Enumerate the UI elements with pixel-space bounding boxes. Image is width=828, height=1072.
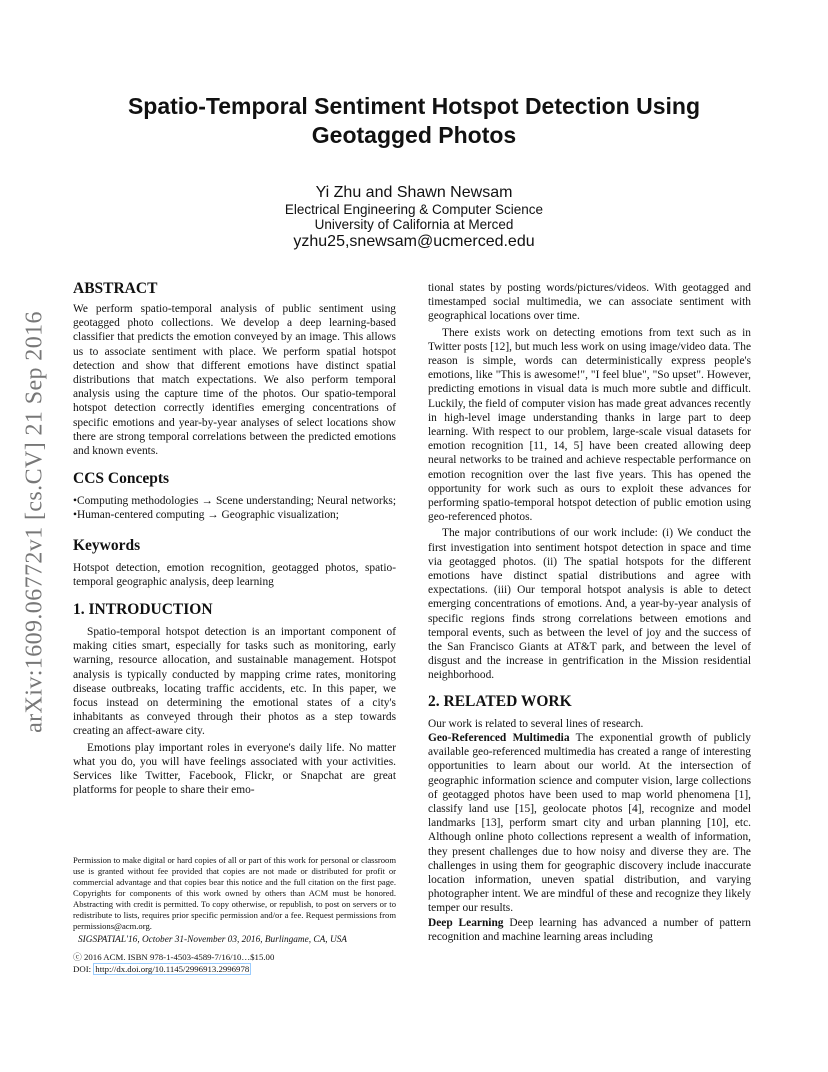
- doi-line: [73, 964, 251, 974]
- geo-multimedia-runhead: Geo-Referenced Multimedia: [428, 731, 570, 744]
- conference-venue: SIGSPATIAL'16, October 31-November 03, 2016, Burlingame, CA, USA: [78, 935, 347, 945]
- author-block: [72, 183, 756, 251]
- permission-footnote: Permission to make digital or hard copies of all or part of this work for personal or classroom use is granted without fee provided that copies are not made or distributed for profit or commercial advantage and that copies bear this notice and the full citation on the first page. Copyrights for components of this work owned by others than ACM must be honored. Abstracting with credit is permitted. To copy otherwise, or republish, to post on servers or to redistribute to lists, requires prior specific permission and/or a fee. Request permissions from permissions@acm.org.: [73, 855, 396, 931]
- deep-learning-text: Deep learning has advanced a number of pattern recognition and machine learning areas including: [428, 916, 751, 943]
- geo-multimedia-text: The exponential growth of publicly available geo-referenced multimedia has created a range of interesting opportunities to learn about our world. At the intersection of geographic information science and computer vision, large collections of geotagged photos have been used to map world phenomena [1], classify land use [15], geolocate photos [4], recognize and model landmarks [13], perform smart city and urban planning [10], etc. Although online photo collections represent a wealth of information, they present challenges due to how noisy and diverse they are. The challenges in using them for geographic discovery include inaccurate location information, uneven spatial distribution, and varying photographer intent. We are mindful of these and recognize they likely temper our results.: [428, 731, 751, 915]
- author-names: Yi Zhu and Shawn Newsam: [315, 184, 513, 201]
- intro-paragraph-2: Emotions play important roles in everyone's daily life. No matter what you do, you will have feelings associated with your activities. Services like Twitter, Facebook, Flickr, or Snapchat are great platforms for people to share their emo-: [73, 741, 396, 797]
- arxiv-sidebar: [18, 282, 52, 762]
- related-paragraph-1: Our work is related to several lines of research.: [428, 717, 644, 730]
- intro-heading: 1. INTRODUCTION: [73, 601, 213, 619]
- geo-multimedia-paragraph: [428, 731, 751, 916]
- right-column: [428, 281, 751, 944]
- ccs-text: •Computing methodologies → Scene understanding; Neural networks; •Human-centered computing → Geographic visualization;: [73, 495, 396, 522]
- doi-label: DOI:: [73, 964, 92, 974]
- doi-link[interactable]: http://dx.doi.org/10.1145/2996913.2996978: [95, 964, 250, 974]
- affiliation-dept: Electrical Engineering & Computer Science: [284, 202, 544, 217]
- left-column: [73, 280, 396, 797]
- abstract-text: We perform spatio-temporal analysis of public sentiment using geotagged photo collections. We develop a deep learning-based classifier that predicts the emotion conveyed by an image. This allows us to associate sentiment with place. We perform spatial hotspot detection and show that different emotions have distinct spatial distributions that match expectations. We also perform temporal analysis using the capture time of the photos. Our spatio-temporal hotspot detection correctly identifies emerging concentrations of specific emotions and year-by-year analyses of select locations show there are strong temporal correlations between the predicted emotions and known events.: [73, 303, 396, 458]
- copyright-line: ⓒ 2016 ACM. ISBN 978-1-4503-4589-7/16/10…$15.00: [73, 952, 275, 962]
- paper-title: Spatio-Temporal Sentiment Hotspot Detection Using Geotagged Photos: [127, 93, 701, 148]
- deep-learning-runhead: Deep Learning: [428, 916, 504, 929]
- author-email: yzhu25,snewsam@ucmerced.edu: [293, 233, 535, 250]
- ccs-heading: CCS Concepts: [73, 470, 170, 488]
- deep-learning-paragraph: [428, 916, 751, 944]
- keywords-text: Hotspot detection, emotion recognition, geotagged photos, spatio-temporal geographic analysis, deep learning: [73, 561, 396, 588]
- intro-paragraph-4: The major contributions of our work include: (i) We conduct the first investigation into sentiment hotspot detection in space and time via geotagged photos. (ii) The spatial hotspots for the different emotions have distinct spatial distributions and agree with expectations. (iii) Our temporal hotspot analysis is able to detect emerging concentrations of emotions. And, a year-by-year analysis of specific regions finds strong correlations between emotions and temporal events, such as between the level of joy and the success of the San Francisco Giants at AT&T park, and between the level of disgust and the increase in gentrification in the Mission residential neighborhood.: [428, 527, 751, 682]
- arxiv-id: arXiv:1609.06772v1 [cs.CV] 21 Sep 2016: [21, 311, 48, 733]
- intro-paragraph-continued: tional states by posting words/pictures/videos. With geotagged and timestamped social multimedia, we can associate sentiment with geographical locations over time.: [428, 282, 751, 323]
- affiliation-university: University of California at Merced: [314, 217, 514, 232]
- keywords-heading: Keywords: [73, 536, 141, 554]
- related-work-heading: 2. RELATED WORK: [428, 692, 572, 710]
- intro-paragraph-3: There exists work on detecting emotions from text such as in Twitter posts [12], but much less work on using image/video data. The reason is simple, words can deterministically express people's emotions, like "This is awesome!", "I feel blue", "So upset". However, predicting emotions in visual data is much more subtle and difficult. Luckily, the field of computer vision has made great advances recently in high-level image understanding thanks in large part to deep learning. With respect to our problem, large-scale visual datasets for emotion recognition [11, 14, 5] have been created allowing deep neural networks to be trained and achieve respectable performance on emotion recognition over the last five years. This has opened the opportunity for work such as ours to exploit these advances for performing spatio-temporal hotspot detection of public emotion using geo-referenced photos.: [428, 326, 751, 524]
- intro-paragraph-1: Spatio-temporal hotspot detection is an important component of making cities smart, especially for tasks such as monitoring, early warning, resource allocation, and sustainable management. Hotspot analysis is typically conducted by mapping crime rates, monitoring disease outbreaks, locating traffic accidents, etc. In this paper, we focus instead on determining the emotional states of a city's inhabitants as conveyed through their photos as a step towards creating an affect-aware city.: [73, 626, 396, 738]
- abstract-heading: ABSTRACT: [73, 280, 158, 297]
